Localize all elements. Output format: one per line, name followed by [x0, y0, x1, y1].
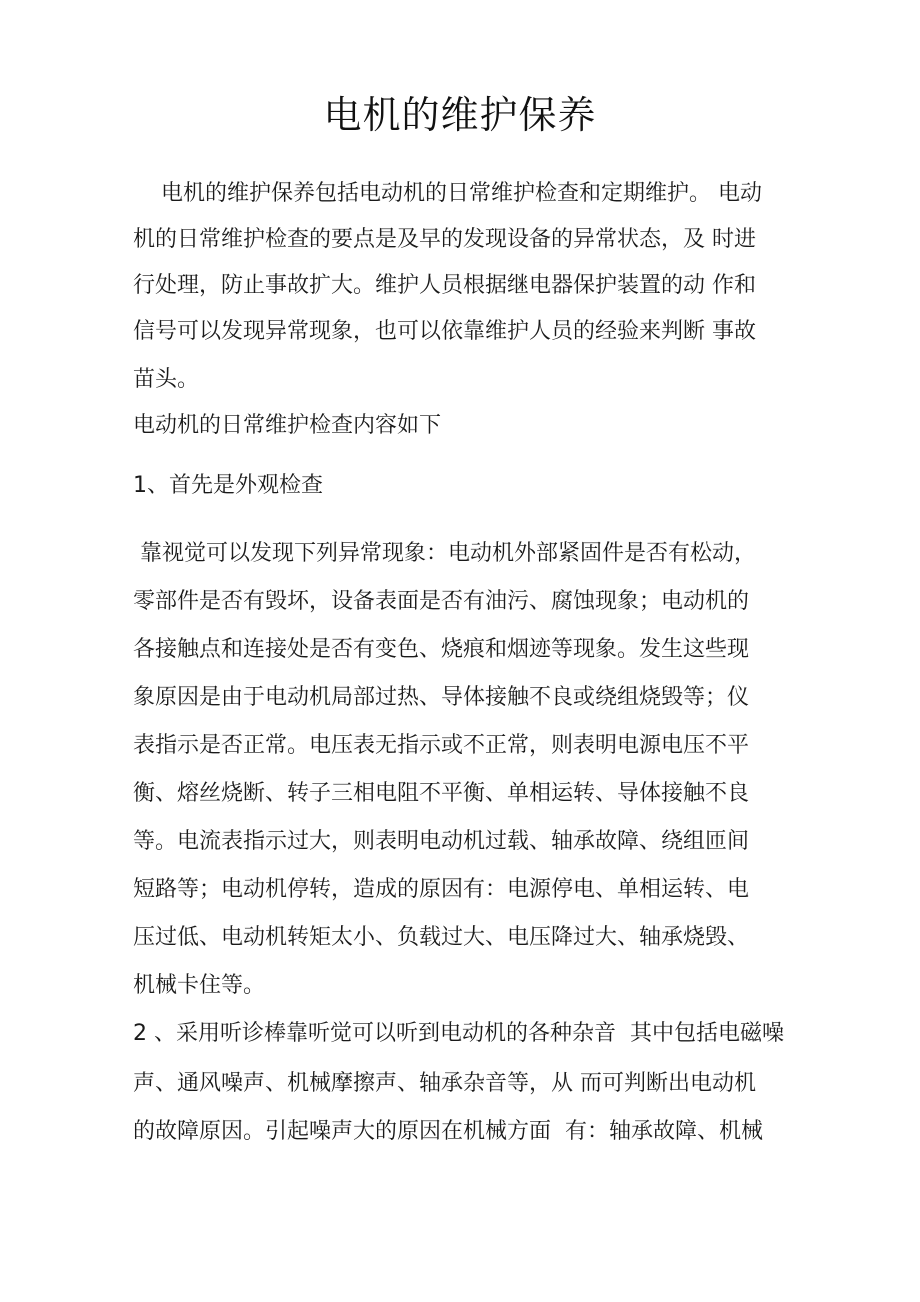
section-1-line-3: 各接触点和连接处是否有变色、烧痕和烟迹等现象。发生这些现 [133, 637, 750, 662]
section-1-line-1: 靠视觉可以发现下列异常现象：电动机外部紧固件是否有松动， [133, 541, 756, 566]
section-2-line-1: 2 、采用听诊棒靠听觉可以听到电动机的各种杂音 其中包括电磁噪 [133, 1021, 784, 1046]
section-1-line-8: 短路等；电动机停转，造成的原因有：电源停电、单相运转、电 [133, 877, 750, 902]
document-title: 电机的维护保养 [323, 93, 597, 137]
intro-line-1: 电机的维护保养包括电动机的日常维护检查和定期维护。 电动 [133, 181, 762, 206]
section-2-line-3: 的故障原因。引起噪声大的原因在机械方面 有：轴承故障、机械 [133, 1119, 763, 1144]
section-1-heading: 1、首先是外观检查 [133, 473, 323, 498]
section-1-line-5: 表指示是否正常。电压表无指示或不正常，则表明电源电压不平 [133, 733, 750, 758]
section-2-line-2: 声、通风噪声、机械摩擦声、轴承杂音等，从 而可判断出电动机 [133, 1071, 756, 1096]
intro-heading: 电动机的日常维护检查内容如下 [133, 413, 442, 438]
intro-line-4: 信号可以发现异常现象，也可以依靠维护人员的经验来判断 事故 [133, 319, 756, 344]
section-1-line-6: 衡、熔丝烧断、转子三相电阻不平衡、单相运转、导体接触不良 [133, 781, 750, 806]
intro-line-2: 机的日常维护检查的要点是及早的发现设备的异常状态，及 时进 [133, 227, 756, 252]
section-1-line-7: 等。电流表指示过大，则表明电动机过载、轴承故障、绕组匝间 [133, 829, 750, 854]
section-1-line-2: 零部件是否有毁坏，设备表面是否有油污、腐蚀现象；电动机的 [133, 589, 750, 614]
section-1-line-4: 象原因是由于电动机局部过热、导体接触不良或绕组烧毁等；仪 [133, 685, 750, 710]
intro-line-3: 行处理，防止事故扩大。维护人员根据继电器保护装置的动 作和 [133, 273, 756, 298]
intro-line-5: 苗头。 [133, 367, 200, 392]
section-1-line-9: 压过低、电动机转矩太小、负载过大、电压降过大、轴承烧毁、 [133, 925, 750, 950]
section-1-line-10: 机械卡住等。 [133, 973, 266, 998]
